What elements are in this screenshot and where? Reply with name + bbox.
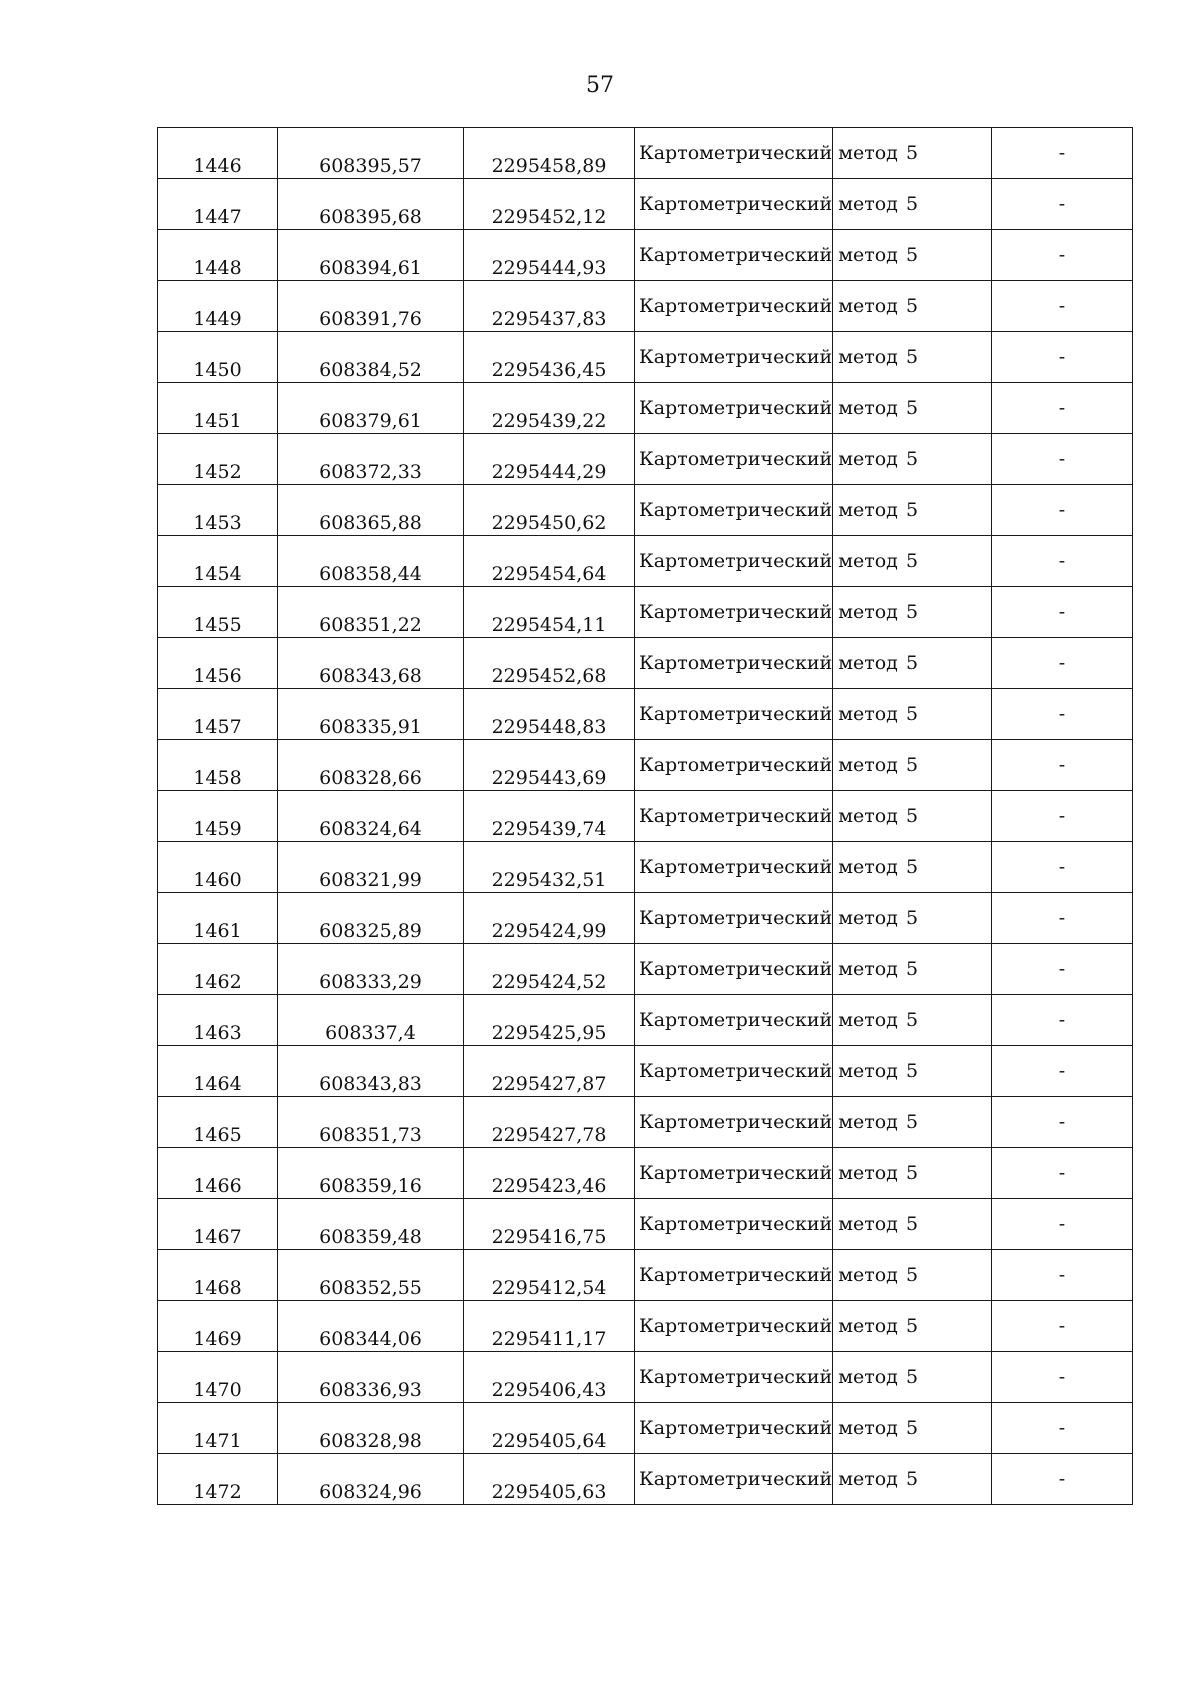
note-cell: - [992, 944, 1133, 995]
method-cell: Картометрический метод [635, 842, 833, 893]
method-cell: Картометрический метод [635, 791, 833, 842]
x-coordinate-cell: 608328,98 [278, 1403, 464, 1454]
note-cell: - [992, 1046, 1133, 1097]
point-number-cell: 1469 [158, 1301, 278, 1352]
accuracy-cell: 5 [833, 1352, 992, 1403]
accuracy-cell: 5 [833, 332, 992, 383]
accuracy-cell: 5 [833, 434, 992, 485]
x-coordinate-cell: 608343,68 [278, 638, 464, 689]
point-number-cell: 1467 [158, 1199, 278, 1250]
y-coordinate-cell: 2295425,95 [464, 995, 635, 1046]
note-cell: - [992, 536, 1133, 587]
method-cell: Картометрический метод [635, 689, 833, 740]
x-coordinate-cell: 608395,68 [278, 179, 464, 230]
table-row [158, 587, 1133, 638]
accuracy-cell: 5 [833, 128, 992, 179]
method-cell: Картометрический метод [635, 1199, 833, 1250]
accuracy-cell: 5 [833, 1250, 992, 1301]
accuracy-cell: 5 [833, 689, 992, 740]
note-cell: - [992, 179, 1133, 230]
accuracy-cell: 5 [833, 1046, 992, 1097]
point-number-cell: 1449 [158, 281, 278, 332]
table-row [158, 1301, 1133, 1352]
method-cell: Картометрический метод [635, 740, 833, 791]
point-number-cell: 1463 [158, 995, 278, 1046]
note-cell: - [992, 791, 1133, 842]
method-cell: Картометрический метод [635, 485, 833, 536]
y-coordinate-cell: 2295450,62 [464, 485, 635, 536]
x-coordinate-cell: 608324,96 [278, 1454, 464, 1505]
accuracy-cell: 5 [833, 1454, 992, 1505]
method-cell: Картометрический метод [635, 281, 833, 332]
y-coordinate-cell: 2295452,12 [464, 179, 635, 230]
accuracy-cell: 5 [833, 1199, 992, 1250]
accuracy-cell: 5 [833, 179, 992, 230]
x-coordinate-cell: 608359,16 [278, 1148, 464, 1199]
accuracy-cell: 5 [833, 485, 992, 536]
point-number-cell: 1457 [158, 689, 278, 740]
point-number-cell: 1460 [158, 842, 278, 893]
x-coordinate-cell: 608391,76 [278, 281, 464, 332]
note-cell: - [992, 1250, 1133, 1301]
accuracy-cell: 5 [833, 1403, 992, 1454]
method-cell: Картометрический метод [635, 128, 833, 179]
accuracy-cell: 5 [833, 1301, 992, 1352]
point-number-cell: 1451 [158, 383, 278, 434]
method-cell: Картометрический метод [635, 1250, 833, 1301]
table-row [158, 995, 1133, 1046]
y-coordinate-cell: 2295405,63 [464, 1454, 635, 1505]
x-coordinate-cell: 608335,91 [278, 689, 464, 740]
method-cell: Картометрический метод [635, 383, 833, 434]
table-row [158, 689, 1133, 740]
point-number-cell: 1458 [158, 740, 278, 791]
note-cell: - [992, 638, 1133, 689]
table-row [158, 893, 1133, 944]
y-coordinate-cell: 2295405,64 [464, 1403, 635, 1454]
x-coordinate-cell: 608384,52 [278, 332, 464, 383]
accuracy-cell: 5 [833, 587, 992, 638]
note-cell: - [992, 383, 1133, 434]
note-cell: - [992, 1403, 1133, 1454]
table-row [158, 1046, 1133, 1097]
point-number-cell: 1452 [158, 434, 278, 485]
point-number-cell: 1466 [158, 1148, 278, 1199]
method-cell: Картометрический метод [635, 1301, 833, 1352]
x-coordinate-cell: 608394,61 [278, 230, 464, 281]
point-number-cell: 1454 [158, 536, 278, 587]
note-cell: - [992, 1199, 1133, 1250]
point-number-cell: 1447 [158, 179, 278, 230]
table-row [158, 638, 1133, 689]
accuracy-cell: 5 [833, 893, 992, 944]
note-cell: - [992, 740, 1133, 791]
y-coordinate-cell: 2295423,46 [464, 1148, 635, 1199]
y-coordinate-cell: 2295406,43 [464, 1352, 635, 1403]
point-number-cell: 1470 [158, 1352, 278, 1403]
x-coordinate-cell: 608351,22 [278, 587, 464, 638]
accuracy-cell: 5 [833, 944, 992, 995]
accuracy-cell: 5 [833, 842, 992, 893]
note-cell: - [992, 485, 1133, 536]
note-cell: - [992, 1352, 1133, 1403]
y-coordinate-cell: 2295424,99 [464, 893, 635, 944]
point-number-cell: 1448 [158, 230, 278, 281]
method-cell: Картометрический метод [635, 1454, 833, 1505]
method-cell: Картометрический метод [635, 1148, 833, 1199]
x-coordinate-cell: 608328,66 [278, 740, 464, 791]
y-coordinate-cell: 2295411,17 [464, 1301, 635, 1352]
note-cell: - [992, 689, 1133, 740]
accuracy-cell: 5 [833, 536, 992, 587]
method-cell: Картометрический метод [635, 1352, 833, 1403]
note-cell: - [992, 842, 1133, 893]
method-cell: Картометрический метод [635, 638, 833, 689]
table-row [158, 383, 1133, 434]
y-coordinate-cell: 2295439,22 [464, 383, 635, 434]
x-coordinate-cell: 608359,48 [278, 1199, 464, 1250]
y-coordinate-cell: 2295427,78 [464, 1097, 635, 1148]
y-coordinate-cell: 2295444,93 [464, 230, 635, 281]
note-cell: - [992, 434, 1133, 485]
table-row [158, 281, 1133, 332]
note-cell: - [992, 995, 1133, 1046]
y-coordinate-cell: 2295448,83 [464, 689, 635, 740]
method-cell: Картометрический метод [635, 1046, 833, 1097]
table-row [158, 434, 1133, 485]
coordinates-table-body [158, 128, 1133, 1505]
table-row [158, 179, 1133, 230]
y-coordinate-cell: 2295452,68 [464, 638, 635, 689]
table-row [158, 1250, 1133, 1301]
table-row [158, 332, 1133, 383]
x-coordinate-cell: 608337,4 [278, 995, 464, 1046]
point-number-cell: 1461 [158, 893, 278, 944]
point-number-cell: 1455 [158, 587, 278, 638]
table-row [158, 1403, 1133, 1454]
x-coordinate-cell: 608379,61 [278, 383, 464, 434]
accuracy-cell: 5 [833, 740, 992, 791]
x-coordinate-cell: 608351,73 [278, 1097, 464, 1148]
point-number-cell: 1464 [158, 1046, 278, 1097]
note-cell: - [992, 1454, 1133, 1505]
x-coordinate-cell: 608324,64 [278, 791, 464, 842]
note-cell: - [992, 587, 1133, 638]
note-cell: - [992, 281, 1133, 332]
point-number-cell: 1446 [158, 128, 278, 179]
note-cell: - [992, 230, 1133, 281]
point-number-cell: 1453 [158, 485, 278, 536]
point-number-cell: 1450 [158, 332, 278, 383]
method-cell: Картометрический метод [635, 230, 833, 281]
note-cell: - [992, 332, 1133, 383]
page-number: 57 [586, 73, 614, 98]
point-number-cell: 1456 [158, 638, 278, 689]
coordinates-table [157, 127, 1133, 1505]
y-coordinate-cell: 2295416,75 [464, 1199, 635, 1250]
note-cell: - [992, 1148, 1133, 1199]
table-row [158, 485, 1133, 536]
method-cell: Картометрический метод [635, 179, 833, 230]
y-coordinate-cell: 2295432,51 [464, 842, 635, 893]
y-coordinate-cell: 2295439,74 [464, 791, 635, 842]
y-coordinate-cell: 2295454,64 [464, 536, 635, 587]
x-coordinate-cell: 608336,93 [278, 1352, 464, 1403]
method-cell: Картометрический метод [635, 587, 833, 638]
point-number-cell: 1468 [158, 1250, 278, 1301]
method-cell: Картометрический метод [635, 944, 833, 995]
point-number-cell: 1462 [158, 944, 278, 995]
method-cell: Картометрический метод [635, 995, 833, 1046]
y-coordinate-cell: 2295443,69 [464, 740, 635, 791]
table-row [158, 1454, 1133, 1505]
y-coordinate-cell: 2295424,52 [464, 944, 635, 995]
x-coordinate-cell: 608395,57 [278, 128, 464, 179]
y-coordinate-cell: 2295412,54 [464, 1250, 635, 1301]
accuracy-cell: 5 [833, 1148, 992, 1199]
x-coordinate-cell: 608372,33 [278, 434, 464, 485]
accuracy-cell: 5 [833, 1097, 992, 1148]
y-coordinate-cell: 2295444,29 [464, 434, 635, 485]
accuracy-cell: 5 [833, 230, 992, 281]
x-coordinate-cell: 608321,99 [278, 842, 464, 893]
method-cell: Картометрический метод [635, 332, 833, 383]
accuracy-cell: 5 [833, 995, 992, 1046]
x-coordinate-cell: 608358,44 [278, 536, 464, 587]
accuracy-cell: 5 [833, 638, 992, 689]
table-row [158, 1352, 1133, 1403]
note-cell: - [992, 128, 1133, 179]
y-coordinate-cell: 2295458,89 [464, 128, 635, 179]
accuracy-cell: 5 [833, 383, 992, 434]
note-cell: - [992, 1097, 1133, 1148]
y-coordinate-cell: 2295437,83 [464, 281, 635, 332]
table-row [158, 230, 1133, 281]
x-coordinate-cell: 608352,55 [278, 1250, 464, 1301]
method-cell: Картометрический метод [635, 434, 833, 485]
x-coordinate-cell: 608325,89 [278, 893, 464, 944]
accuracy-cell: 5 [833, 281, 992, 332]
y-coordinate-cell: 2295454,11 [464, 587, 635, 638]
note-cell: - [992, 1301, 1133, 1352]
table-row [158, 536, 1133, 587]
method-cell: Картометрический метод [635, 1097, 833, 1148]
x-coordinate-cell: 608344,06 [278, 1301, 464, 1352]
table-row [158, 128, 1133, 179]
point-number-cell: 1471 [158, 1403, 278, 1454]
note-cell: - [992, 893, 1133, 944]
x-coordinate-cell: 608365,88 [278, 485, 464, 536]
table-row [158, 944, 1133, 995]
method-cell: Картометрический метод [635, 893, 833, 944]
method-cell: Картометрический метод [635, 1403, 833, 1454]
x-coordinate-cell: 608343,83 [278, 1046, 464, 1097]
y-coordinate-cell: 2295427,87 [464, 1046, 635, 1097]
method-cell: Картометрический метод [635, 536, 833, 587]
point-number-cell: 1472 [158, 1454, 278, 1505]
table-row [158, 842, 1133, 893]
point-number-cell: 1459 [158, 791, 278, 842]
table-row [158, 1097, 1133, 1148]
table-row [158, 740, 1133, 791]
table-row [158, 791, 1133, 842]
x-coordinate-cell: 608333,29 [278, 944, 464, 995]
table-row [158, 1199, 1133, 1250]
y-coordinate-cell: 2295436,45 [464, 332, 635, 383]
point-number-cell: 1465 [158, 1097, 278, 1148]
table-row [158, 1148, 1133, 1199]
accuracy-cell: 5 [833, 791, 992, 842]
